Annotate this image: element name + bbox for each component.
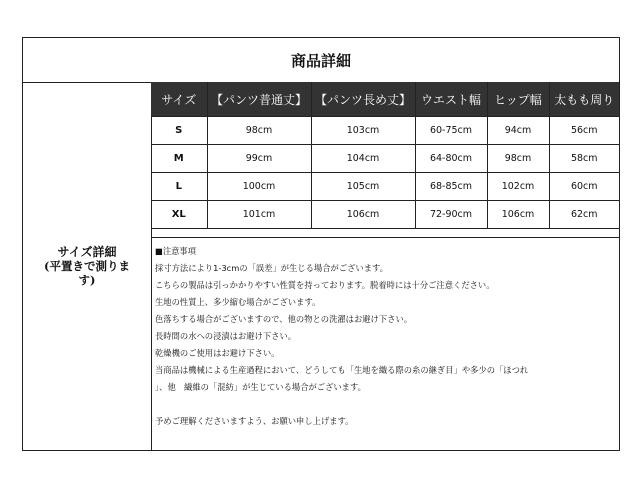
- column-header: ウエスト幅: [415, 82, 487, 117]
- size-label: M: [151, 145, 207, 173]
- size-label: XL: [151, 201, 207, 229]
- table-cell: 103cm: [311, 117, 415, 145]
- table-cell: 100cm: [207, 173, 311, 201]
- size-detail-label-line1: サイズ詳細: [57, 245, 117, 259]
- table-cell: 104cm: [311, 145, 415, 173]
- column-header: 【パンツ長め丈】: [311, 82, 415, 117]
- table-cell: 58cm: [549, 145, 619, 173]
- table-row: [151, 173, 619, 201]
- table-cell: 94cm: [487, 117, 549, 145]
- note-line: 採寸方法により1-3cmの「誤差」が生じる場合がございます。: [155, 263, 388, 273]
- notes-heading: ■注意事項: [155, 246, 197, 256]
- notes-closing: 予めご理解くださいますよう、お願い申し上げます。: [155, 416, 354, 426]
- table-cell: 105cm: [311, 173, 415, 201]
- table-cell: 99cm: [207, 145, 311, 173]
- table-cell: 102cm: [487, 173, 549, 201]
- table-cell: 98cm: [207, 117, 311, 145]
- note-line: 色落ちする場合がございますので、他の物との洗濯はお避け下さい。: [155, 314, 413, 324]
- table-cell: 98cm: [487, 145, 549, 173]
- note-line: 当商品は機械による生産過程において、どうしても「生地を織る際の糸の継ぎ目」や多少の「ほつれ: [155, 365, 529, 375]
- column-header: ヒップ幅: [487, 82, 549, 117]
- care-notes: [151, 237, 619, 450]
- table-cell: 106cm: [487, 201, 549, 229]
- note-line: 生地の性質上、多少縮む場合がございます。: [155, 297, 321, 307]
- table-cell: 60cm: [549, 173, 619, 201]
- note-line: こちらの製品は引っかかりやすい性質を持っております。脱着時には十分ご注意ください。: [155, 280, 495, 290]
- column-header: 【パンツ普通丈】: [207, 82, 311, 117]
- table-cell: 62cm: [549, 201, 619, 229]
- size-detail-label: [23, 82, 152, 450]
- column-header: サイズ: [151, 82, 207, 117]
- size-table: [151, 82, 619, 229]
- size-label: S: [151, 117, 207, 145]
- table-row: [151, 201, 619, 229]
- table-cell: 60-75cm: [415, 117, 487, 145]
- size-detail-label-line2: (平置きで測りま: [44, 259, 130, 273]
- spacer: [155, 396, 619, 413]
- page-title: 商品詳細: [23, 38, 619, 83]
- note-line: 長時間の水への浸漬はお避け下さい。: [155, 331, 297, 341]
- table-row: [151, 117, 619, 145]
- table-cell: 64-80cm: [415, 145, 487, 173]
- size-label: L: [151, 173, 207, 201]
- size-table-header-row: [151, 82, 619, 117]
- note-line: 乾燥機のご使用はお避け下さい。: [155, 348, 280, 358]
- table-cell: 101cm: [207, 201, 311, 229]
- table-cell: 56cm: [549, 117, 619, 145]
- table-cell: 68-85cm: [415, 173, 487, 201]
- column-header: 太もも周り: [549, 82, 619, 117]
- product-detail-table: [22, 37, 620, 451]
- table-cell: 106cm: [311, 201, 415, 229]
- table-row: [151, 145, 619, 173]
- note-line: 」、他 繊維の「混紡」が生じている場合がございます。: [155, 382, 366, 392]
- table-cell: 72-90cm: [415, 201, 487, 229]
- size-detail-label-line3: す): [78, 273, 96, 287]
